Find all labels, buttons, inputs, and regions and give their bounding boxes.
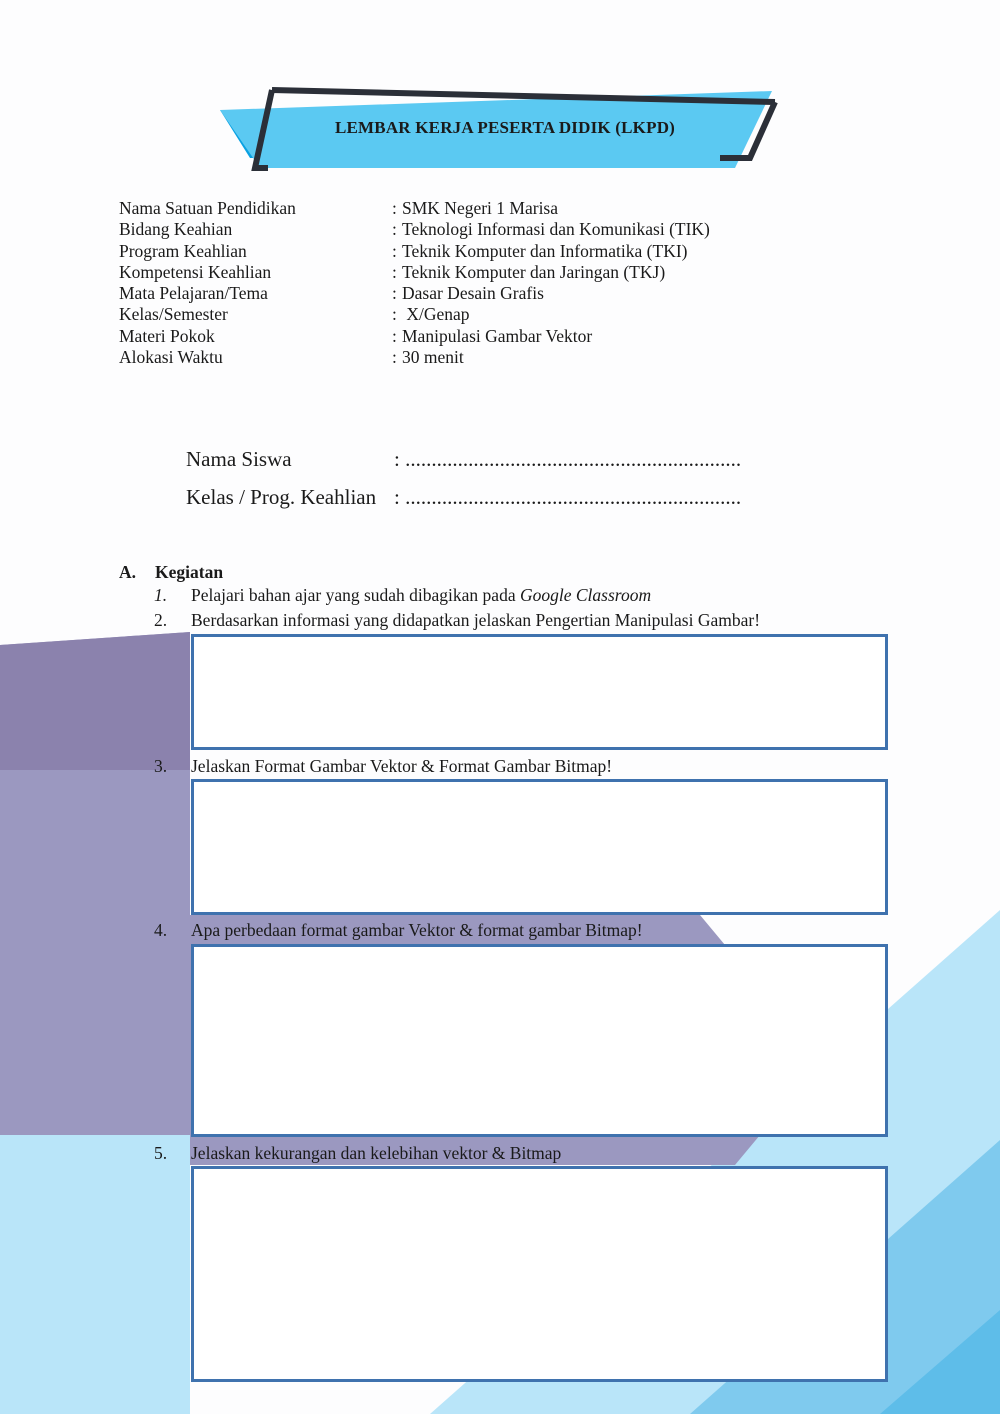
info-value: Teknik Komputer dan Jaringan (TKJ) bbox=[402, 261, 666, 282]
item-number: 1. bbox=[154, 585, 168, 605]
purple-shape-dark bbox=[0, 632, 190, 770]
info-label: Alokasi Waktu bbox=[119, 347, 223, 368]
info-value: Dasar Desain Grafis bbox=[402, 283, 544, 304]
item-number: 5. bbox=[154, 1143, 168, 1163]
item-number: 3. bbox=[154, 756, 168, 776]
section-title: Kegiatan bbox=[155, 562, 224, 582]
info-label: Mata Pelajaran/Tema bbox=[119, 283, 268, 304]
info-value: 30 menit bbox=[402, 347, 464, 368]
info-separator: : bbox=[392, 198, 397, 218]
item-text: Berdasarkan informasi yang didapatkan jelaskan Pengertian Manipulasi Gambar! bbox=[191, 610, 761, 630]
info-value: Teknologi Informasi dan Komunikasi (TIK) bbox=[402, 219, 710, 240]
info-separator: : bbox=[392, 283, 397, 304]
info-row bbox=[119, 198, 710, 219]
info-value: Manipulasi Gambar Vektor bbox=[402, 325, 593, 346]
info-row bbox=[119, 347, 710, 368]
activity-item-5 bbox=[154, 1143, 561, 1164]
info-label: Materi Pokok bbox=[119, 325, 215, 346]
item-number: 4. bbox=[154, 920, 168, 940]
answer-box-2[interactable] bbox=[191, 634, 888, 750]
info-row bbox=[119, 219, 710, 240]
info-separator: : bbox=[392, 325, 397, 346]
item-text: Apa perbedaan format gambar Vektor & format gambar Bitmap! bbox=[191, 920, 643, 940]
student-class-label: Kelas / Prog. Keahlian bbox=[186, 485, 377, 509]
info-separator: : bbox=[392, 347, 397, 368]
info-label: Bidang Keahian bbox=[119, 219, 233, 240]
section-heading bbox=[119, 562, 223, 583]
light-blue-shape-left bbox=[0, 1135, 190, 1414]
info-separator: : bbox=[392, 304, 397, 325]
info-row bbox=[119, 304, 710, 325]
answer-box-3[interactable] bbox=[191, 779, 888, 915]
item-emphasis: Google Classroom bbox=[519, 585, 652, 605]
activity-item-3 bbox=[154, 756, 612, 777]
info-label: Nama Satuan Pendidikan bbox=[119, 198, 296, 218]
info-row bbox=[119, 241, 710, 262]
student-class-row bbox=[186, 478, 741, 516]
info-table bbox=[119, 198, 710, 368]
student-name-row bbox=[186, 440, 741, 478]
info-label: Kompetensi Keahlian bbox=[119, 261, 272, 282]
section-letter: A. bbox=[119, 562, 137, 582]
answer-box-5[interactable] bbox=[191, 1166, 888, 1382]
info-separator: : bbox=[392, 261, 397, 282]
info-separator: : bbox=[392, 219, 397, 240]
document-title: LEMBAR KERJA PESERTA DIDIK (LKPD) bbox=[334, 118, 676, 137]
activity-item-1 bbox=[154, 585, 651, 606]
student-class-field[interactable]: : ................................................................ bbox=[394, 485, 742, 509]
item-number: 2. bbox=[154, 610, 168, 630]
info-row bbox=[119, 326, 710, 347]
info-label: Kelas/Semester bbox=[119, 304, 228, 325]
info-row bbox=[119, 262, 710, 283]
student-fields bbox=[186, 440, 741, 516]
student-name-field[interactable]: : ................................................................ bbox=[394, 447, 742, 471]
item-text: Jelaskan kekurangan dan kelebihan vektor & Bitmap bbox=[191, 1143, 562, 1163]
info-row bbox=[119, 283, 710, 304]
info-label: Program Keahlian bbox=[119, 240, 247, 261]
item-text: Jelaskan Format Gambar Vektor & Format Gambar Bitmap! bbox=[191, 756, 613, 776]
student-name-label: Nama Siswa bbox=[186, 447, 292, 471]
info-separator: : bbox=[392, 240, 397, 261]
item-text: Pelajari bahan ajar yang sudah dibagikan pada Google Classroom bbox=[191, 585, 652, 605]
info-value: Teknik Komputer dan Informatika (TKI) bbox=[402, 240, 688, 261]
info-value: SMK Negeri 1 Marisa bbox=[402, 198, 559, 218]
answer-box-4[interactable] bbox=[191, 944, 888, 1137]
info-value: X/Genap bbox=[402, 304, 470, 325]
activity-item-4 bbox=[154, 920, 643, 941]
activity-item-2 bbox=[154, 610, 760, 631]
